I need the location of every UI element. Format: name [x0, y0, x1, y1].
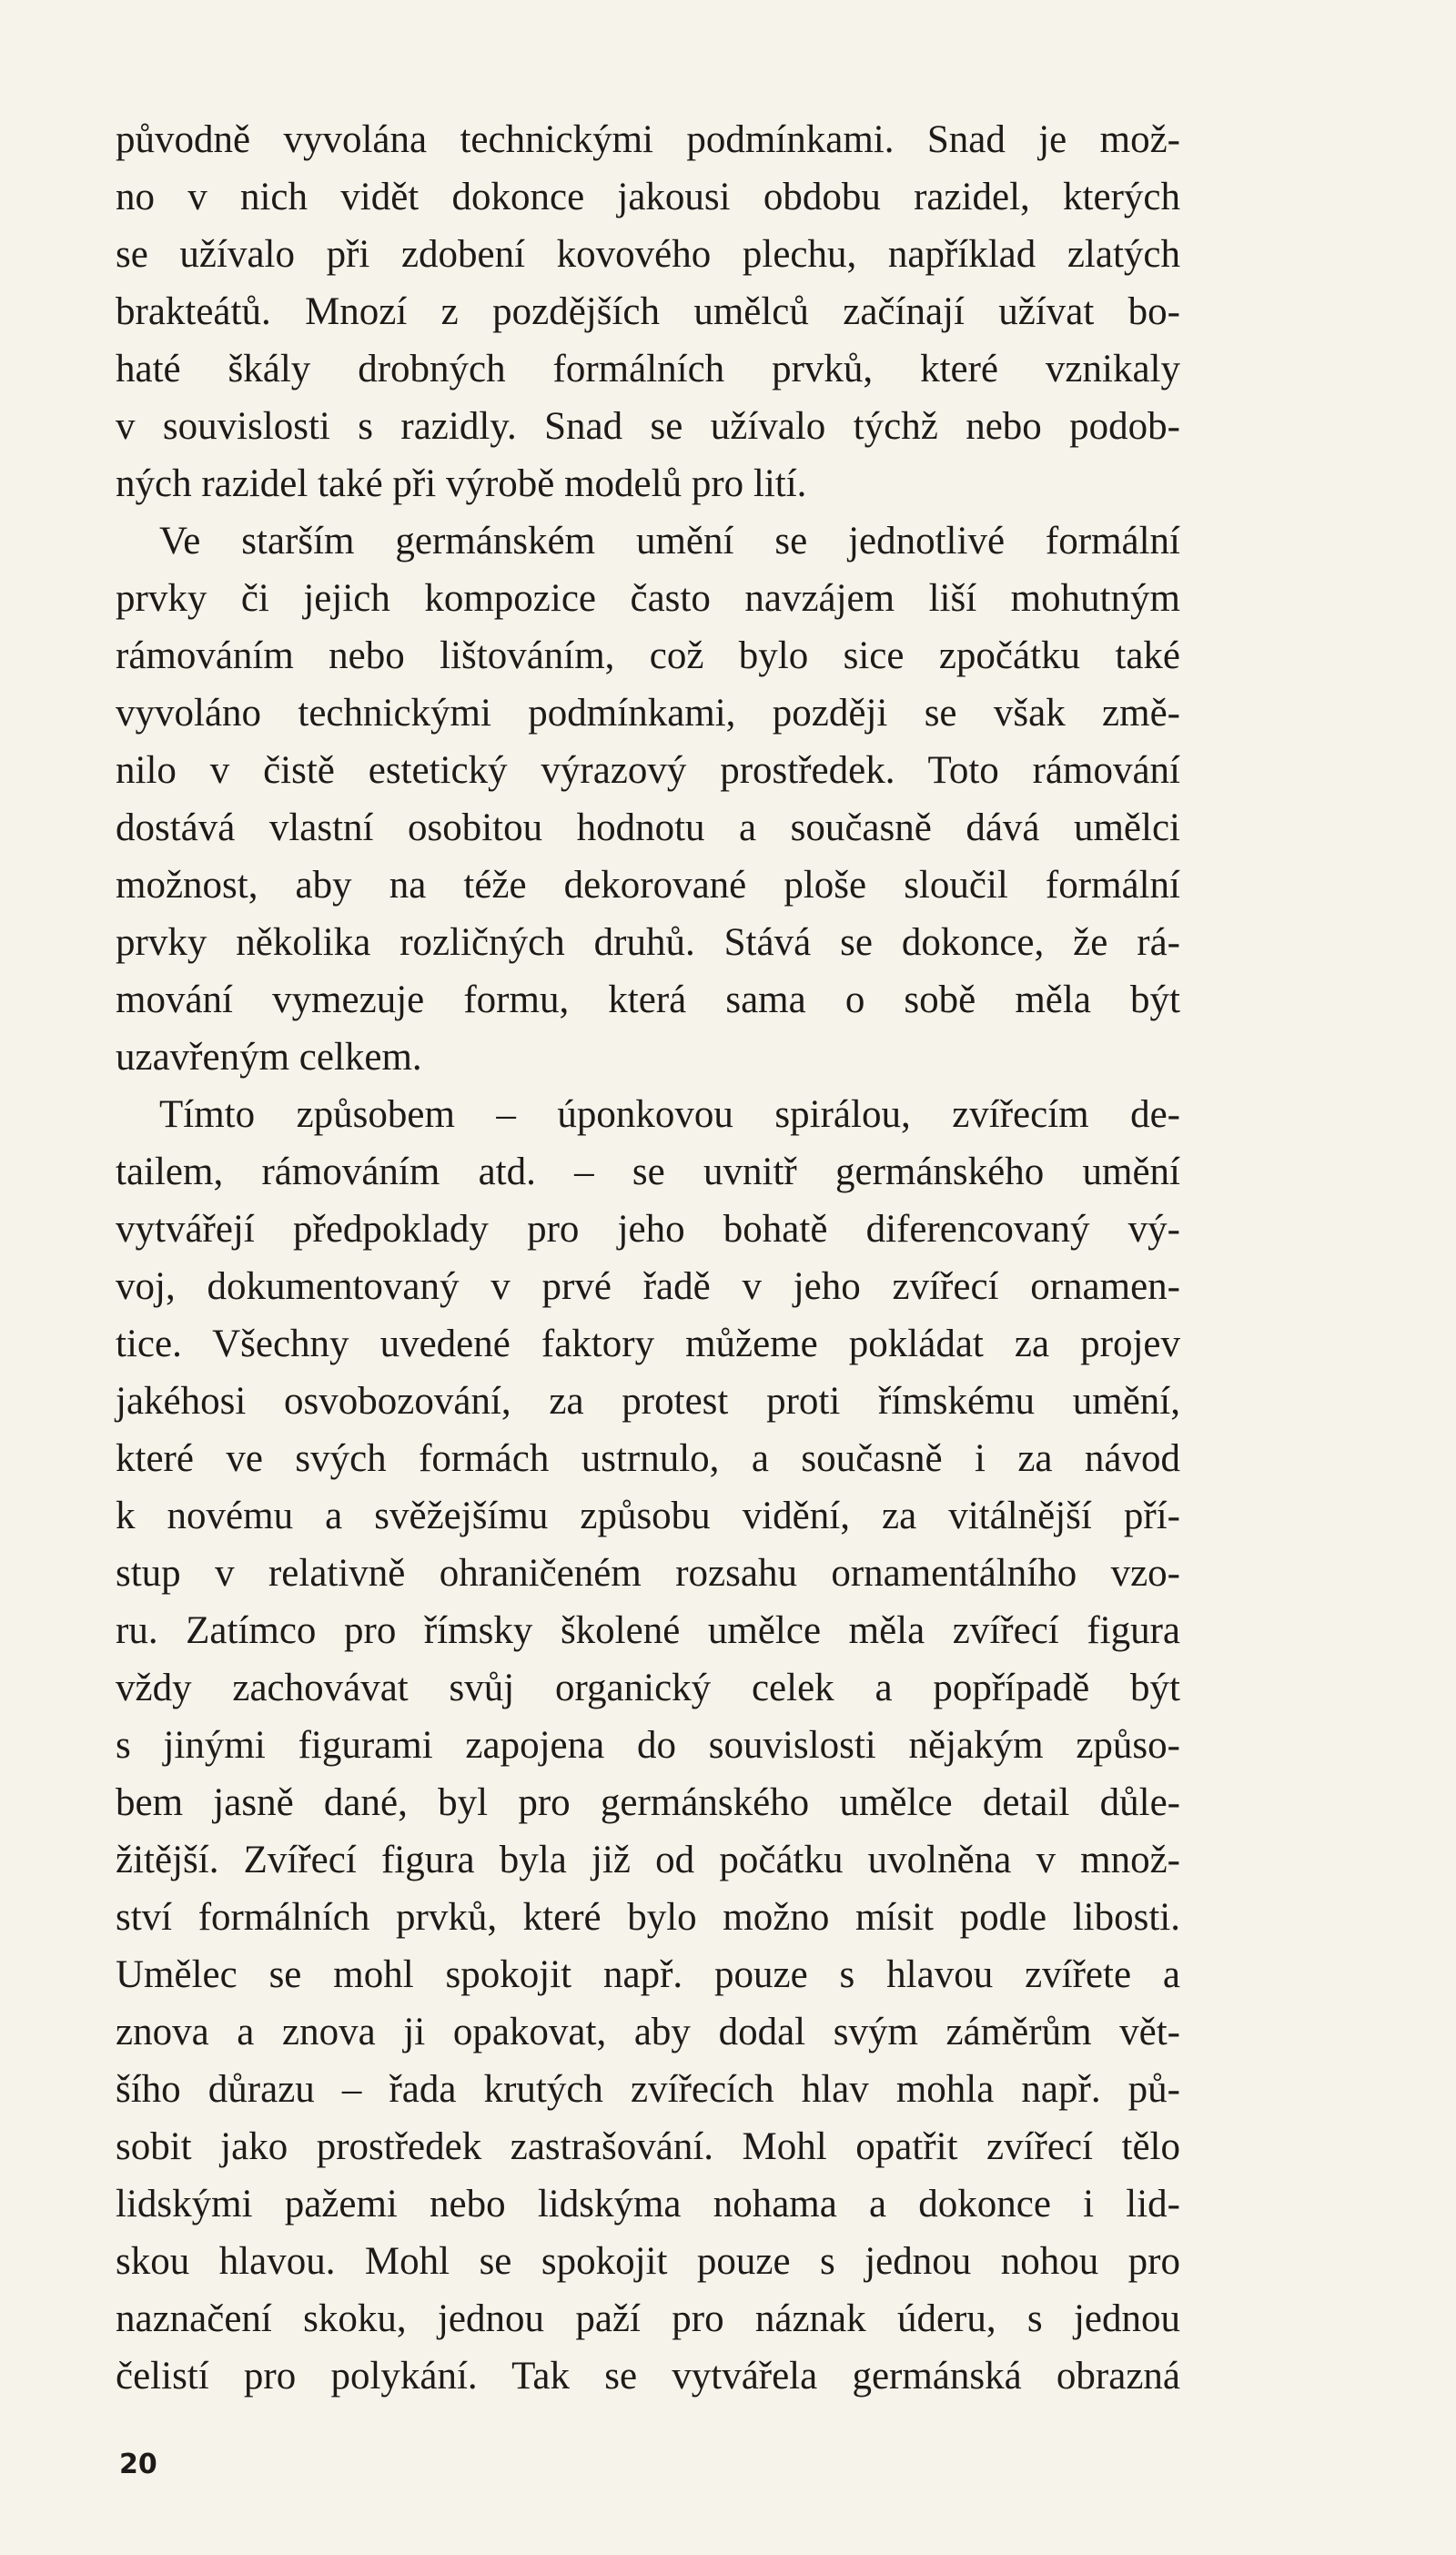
text-line: naznačení skoku, jednou paží pro náznak úderu, s jednou — [116, 2297, 1180, 2340]
text-line: dostává vlastní osobitou hodnotu a současně dává umělci — [116, 806, 1180, 849]
text-line: k novému a svěžejšímu způsobu vidění, za vitálnější pří- — [116, 1495, 1180, 1537]
text-line: vyvoláno technickými podmínkami, později se však změ- — [116, 692, 1180, 735]
paragraph — [116, 512, 1180, 1086]
page-number: 20 — [119, 2449, 157, 2480]
text-line: tailem, rámováním atd. – se uvnitř germánského umění — [116, 1151, 1180, 1193]
paragraph — [116, 111, 1180, 512]
text-line: jakéhosi osvobozování, za protest proti římskému umění, — [116, 1380, 1180, 1423]
text-line: Tímto způsobem – úponkovou spirálou, zvířecím de- — [159, 1093, 1180, 1136]
text-line: no v nich vidět dokonce jakousi obdobu razidel, kterých — [116, 176, 1180, 218]
paragraph — [116, 1086, 1180, 2405]
body-text — [116, 111, 1180, 2405]
text-line: prvky či jejich kompozice často navzájem liší mohutným — [116, 577, 1180, 620]
text-line: s jinými figurami zapojena do souvislosti nějakým způso- — [116, 1724, 1180, 1767]
text-line: voj, dokumentovaný v prvé řadě v jeho zvířecí ornamen- — [116, 1265, 1180, 1308]
text-line: možnost, aby na téže dekorované ploše sloučil formální — [116, 864, 1180, 907]
text-line: bem jasně dané, byl pro germánského umělce detail důle- — [116, 1781, 1180, 1824]
text-line: nilo v čistě estetický výrazový prostředek. Toto rámování — [116, 749, 1180, 792]
text-line: tice. Všechny uvedené faktory můžeme pokládat za projev — [116, 1323, 1180, 1365]
text-line: vždy zachovávat svůj organický celek a popřípadě být — [116, 1667, 1180, 1709]
text-line: prvky několika rozličných druhů. Stává se dokonce, že rá- — [116, 921, 1180, 964]
text-line: se užívalo při zdobení kovového plechu, například zlatých — [116, 233, 1180, 276]
text-line: haté škály drobných formálních prvků, které vznikaly — [116, 348, 1180, 390]
text-line: vytvářejí předpoklady pro jeho bohatě diferencovaný vý- — [116, 1208, 1180, 1251]
text-line: ství formálních prvků, které bylo možno mísit podle libosti. — [116, 1896, 1180, 1939]
text-line: čelistí pro polykání. Tak se vytvářela germánská obrazná — [116, 2355, 1180, 2398]
text-line: stup v relativně ohraničeném rozsahu ornamentálního vzo- — [116, 1552, 1180, 1595]
text-line: původně vyvolána technickými podmínkami. Snad je mož- — [116, 118, 1180, 161]
text-line: šího důrazu – řada krutých zvířecích hlav mohla např. pů- — [116, 2068, 1180, 2111]
text-line: žitější. Zvířecí figura byla již od počátku uvolněna v množ- — [116, 1839, 1180, 1881]
text-line: mování vymezuje formu, která sama o sobě měla být — [116, 978, 1180, 1021]
text-line: uzavřeným celkem. — [116, 1036, 422, 1079]
text-line: které ve svých formách ustrnulo, a současně i za návod — [116, 1437, 1180, 1480]
text-line: ru. Zatímco pro římsky školené umělce měla zvířecí figura — [116, 1609, 1180, 1652]
text-line: znova a znova ji opakovat, aby dodal svým záměrům vět- — [116, 2011, 1180, 2053]
text-line: v souvislosti s razidly. Snad se užívalo týchž nebo podob- — [116, 405, 1180, 448]
text-line: skou hlavou. Mohl se spokojit pouze s jednou nohou pro — [116, 2240, 1180, 2283]
text-line: Ve starším germánském umění se jednotlivé formální — [159, 520, 1180, 563]
text-line: ných razidel také při výrobě modelů pro lití. — [116, 462, 807, 505]
text-line: rámováním nebo lištováním, což bylo sice zpočátku také — [116, 634, 1180, 677]
text-line: Umělec se mohl spokojit např. pouze s hlavou zvířete a — [116, 1953, 1180, 1996]
text-line: brakteátů. Mnozí z pozdějších umělců začínají užívat bo- — [116, 290, 1180, 333]
text-line: lidskými pažemi nebo lidskýma nohama a dokonce i lid- — [116, 2183, 1180, 2225]
text-line: sobit jako prostředek zastrašování. Mohl opatřit zvířecí tělo — [116, 2125, 1180, 2168]
